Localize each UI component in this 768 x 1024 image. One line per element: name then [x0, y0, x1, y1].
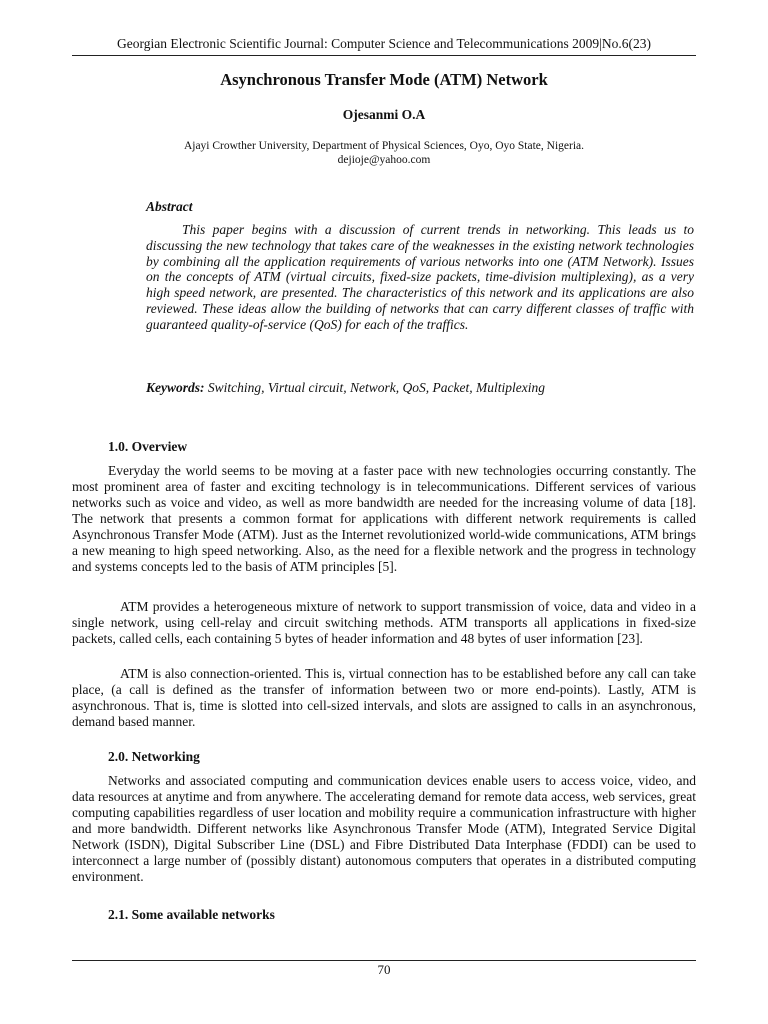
- abstract-heading: Abstract: [146, 199, 193, 214]
- keywords-list: Switching, Virtual circuit, Network, QoS, Packet, Multiplexing: [207, 380, 545, 395]
- subsection-heading-available-networks: 2.1. Some available networks: [108, 907, 275, 922]
- affiliation-block: [72, 139, 696, 167]
- paper-title: Asynchronous Transfer Mode (ATM) Network: [220, 70, 548, 89]
- keywords: [146, 380, 694, 396]
- networking-paragraph-1: Networks and associated computing and communication devices enable users to access voice, video, and data resources at anytime and from anywhere. The accelerating demand for remote data access, web services, great computing capabilities regardless of user location and mobility require a communication infrastructure with higher and more bandwidth. Different networks like Asynchronous Transfer Mode (ATM), Integrated Service Digital Network (ISDN), Digital Subscriber Line (DSL) and Fibre Distributed Data Interphase (FDDI) can be used to interconnect a large number of (possibly distant) autonomous computers that operates in a distributed computing environment.: [72, 773, 696, 884]
- journal-header: Georgian Electronic Scientific Journal: Computer Science and Telecommunications 2009|No.6(23): [72, 36, 696, 56]
- author-email[interactable]: dejioje@yahoo.com: [337, 154, 431, 166]
- overview-paragraph-1: Everyday the world seems to be moving at a faster pace with new technologies occurring constantly. The most prominent area of faster and exciting technology is in telecommunications. Different services of various networks such as voice and video, as well as more bandwidth are needed for the increasing volume of data [18]. The network that presents a common format for applications with different network requirements is called Asynchronous Transfer Mode (ATM). Just as the Internet revolutionized world-wide communications, ATM brings a new meaning to high speed networking. Also, as the need for a flexible network and the progress in technology and systems concepts led to the basis of ATM principles [5].: [72, 463, 696, 574]
- overview-paragraph-2: ATM provides a heterogeneous mixture of network to support transmission of voice, data and video in a single network, using cell-relay and circuit switching methods. ATM transports all applications in fixed-size packets, called cells, each containing 5 bytes of header information and 48 bytes of user information [23].: [72, 599, 696, 646]
- overview-paragraph-3: ATM is also connection-oriented. This is, virtual connection has to be established before any call can take place, (a call is defined as the transfer of information between two or more end-points). Lastly, ATM is asynchronous. That is, time is slotted into cell-sized intervals, and slots are assigned to calls in an asynchronous, demand based manner.: [72, 666, 696, 729]
- affiliation: Ajayi Crowther University, Department of Physical Sciences, Oyo, Oyo State, Nigeria.: [183, 140, 585, 152]
- page-number: 70: [377, 962, 391, 977]
- keywords-label: Keywords:: [146, 380, 205, 395]
- section-heading-networking: 2.0. Networking: [108, 749, 200, 764]
- section-heading-overview: 1.0. Overview: [108, 439, 188, 454]
- footer-divider: [72, 960, 696, 961]
- author-name: Ojesanmi O.A: [342, 107, 426, 122]
- abstract-text: This paper begins with a discussion of current trends in networking. This leads us to discussing the new technology that takes care of the weaknesses in the existing network technologies by combining all the application requirements of various networks into one (ATM Network). Issues on the concepts of ATM (virtual circuits, fixed-size packets, time-division multiplexing), as a very high speed network, are presented. The characteristics of this network and its applications are also reviewed. These ideas allow the building of networks that can carry different classes of traffic with guaranteed quality-of-service (QoS) for each of the traffics.: [146, 222, 694, 332]
